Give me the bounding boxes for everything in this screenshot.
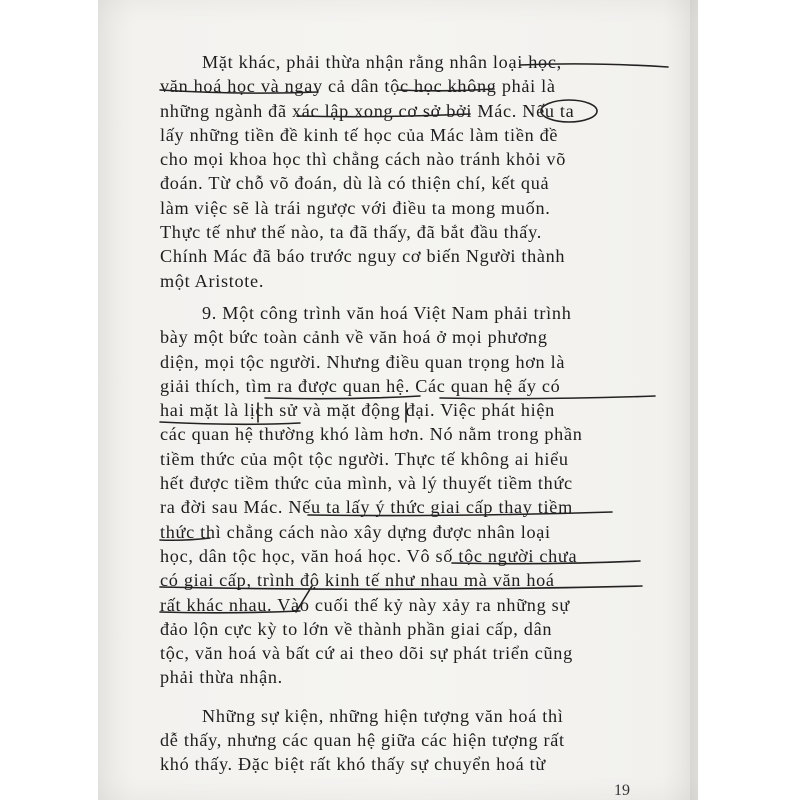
page-edge-shadow xyxy=(690,0,700,800)
text-line: phải thừa nhận. xyxy=(160,667,283,688)
text-line: giải thích, tìm ra được quan hệ. Các quan hệ ấy có xyxy=(160,375,561,396)
text-line: Những sự kiện, những hiện tượng văn hoá thì xyxy=(202,705,564,726)
text-line: những ngành đã xác lập xong cơ sở bởi Mác. Nếu ta xyxy=(160,100,575,121)
page-number: 19 xyxy=(614,782,630,799)
text-line: lấy những tiền đề kinh tế học của Mác làm tiền đề xyxy=(160,124,559,145)
text-line: học, dân tộc học, văn hoá học. Vô số tộc người chưa xyxy=(160,545,578,566)
text-line: một Aristote. xyxy=(160,270,265,291)
text-line: thức thì chẳng cách nào xây dựng được nhân loại xyxy=(160,521,551,542)
text-line: Thực tế như thế nào, ta đã thấy, đã bắt đầu thấy. xyxy=(160,222,542,243)
text-line: rất khác nhau. Vào cuối thế kỷ này xảy ra những sự xyxy=(160,594,570,615)
text-line: Mặt khác, phải thừa nhận rằng nhân loại học, xyxy=(202,52,562,72)
text-line: hết được tiềm thức của mình, và lý thuyết tiềm thức xyxy=(160,473,573,494)
text-line: đảo lộn cực kỳ to lớn về thành phần giai cấp, dân xyxy=(160,618,553,639)
text-line: Chính Mác đã báo trước nguy cơ biến Người thành xyxy=(160,246,566,267)
body-text xyxy=(160,50,660,777)
text-line: làm việc sẽ là trái ngược với điều ta mong muốn. xyxy=(160,197,551,218)
text-line: hai mặt là lịch sử và mặt động đại. Việc phát hiện xyxy=(160,400,555,421)
text-line: tiềm thức của một tộc người. Thực tế không ai hiểu xyxy=(160,448,569,469)
text-line: bày một bức toàn cảnh về văn hoá ở mọi phương xyxy=(160,327,548,348)
text-line: khó thấy. Đặc biệt rất khó thấy sự chuyển hoá từ xyxy=(160,754,546,775)
text-line: diện, mọi tộc người. Nhưng điều quan trọng hơn là xyxy=(160,351,566,372)
text-line: dễ thấy, nhưng các quan hệ giữa các hiện tượng rất xyxy=(160,730,565,751)
text-line: tộc, văn hoá và bất cứ ai theo dõi sự phát triển cũng xyxy=(160,643,573,664)
text-line: ra đời sau Mác. Nếu ta lấy ý thức giai cấp thay tiềm xyxy=(160,497,573,518)
text-line: văn hoá học và ngay cả dân tộc học không phải là xyxy=(160,76,556,97)
text-line: 9. Một công trình văn hoá Việt Nam phải trình xyxy=(202,302,572,323)
text-line: các quan hệ thường khó làm hơn. Nó nằm trong phần xyxy=(160,424,583,445)
text-line: có giai cấp, trình độ kinh tế như nhau mà văn hoá xyxy=(160,570,555,591)
text-line: cho mọi khoa học thì chẳng cách nào tránh khỏi võ xyxy=(160,149,567,170)
text-line: đoán. Từ chỗ võ đoán, dù là có thiện chí, kết quả xyxy=(160,173,550,194)
